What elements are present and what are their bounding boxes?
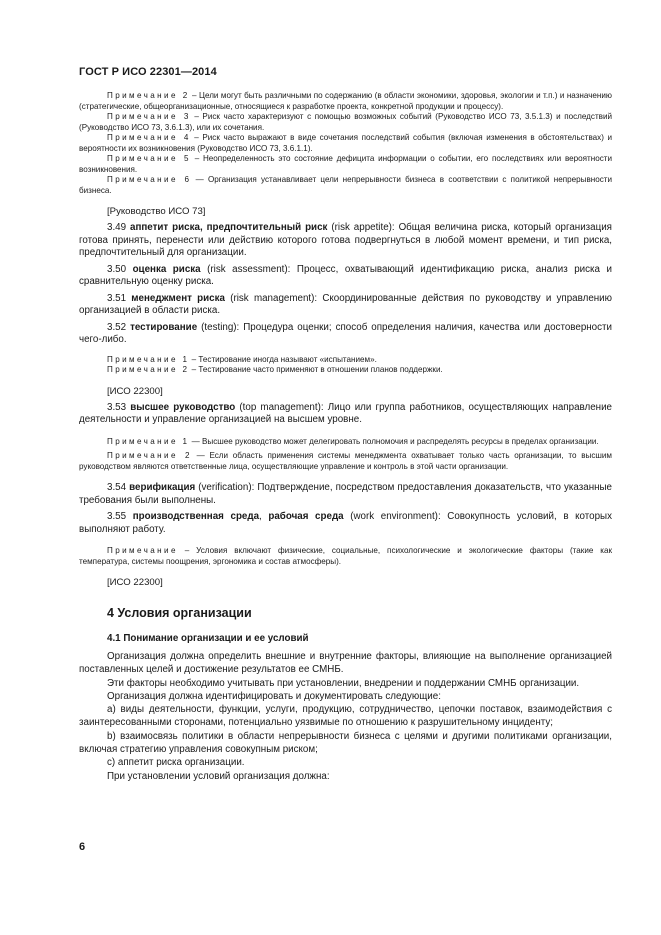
section-title: 4 Условия организации [107,606,252,620]
note-3-53-1: Примечание 1 — Высшее руководство может делегировать полномочия и распределять ресурсы в пределах организации. [107,436,599,446]
source-reference: [ИСО 22300] [107,577,163,588]
source-reference: [Руководство ИСО 73] [107,206,206,217]
paragraph: Эти факторы необходимо учитывать при установлении, внедрении и поддержании СМНБ организации. [107,677,580,689]
source-reference: [ИСО 22300] [107,385,163,397]
term-3-51: 3.51 менеджмент риска (risk management): Скоординированные действия по руководству и управлению организацией в области риска. [79,292,612,316]
note-3-53-2: Примечание 2 — Если область применения системы менеджмента охватывает только часть организации, то высшим руководством являются ответственные лица, осуществляющие управление и контроль в этой части организации. [79,451,613,471]
note-6: Примечание 6 — Организация устанавливает цели непрерывности бизнеса в соответствии с политикой непрерывности бизнеса. [79,175,612,195]
note-2: Примечание 2 – Цели могут быть различными по содержанию (в области экономики, здоровья, экологии и т.п.) и назначению (стратегические, общеорганизационные, относящиеся к разработке проекта, конкретной продукции и процессу). [79,91,612,111]
subsection-title: 4.1 Понимание организации и ее условий [107,633,309,644]
term-3-53: 3.53 высшее руководство (top management): Лицо или группа работников, осуществляющих направление деятельности и управление организацией на высшем уровне. [79,401,612,425]
term-3-49: 3.49 аппетит риска, предпочтительный риск (risk appetite): Общая величина риска, который организация готова принять, перенести или действию которого готова подвергнуться в любой момент времени, и тип риска, предпочтительный для организации. [79,222,612,258]
list-item: a) виды деятельности, функции, услуги, продукцию, сотрудничество, цепочки поставок, взаимодействия с заинтересованными сторонами, потенциально уязвимые по отношению к разрушительному инциденту; [79,704,612,729]
paragraph: При установлении условий организация должна: [107,770,330,782]
note-4: Примечание 4 – Риск часто выражают в виде сочетания последствий события (включая изменения в обстоятельствах) и вероятности их возникновения (Руководство ИСО 73, 3.6.1.1). [79,133,612,153]
note-3-55: Примечание – Условия включают физические, социальные, психологические и экологические факторы (такие как температура, системы поощрения, эргономика и состав атмосферы). [79,546,612,566]
document-header: ГОСТ Р ИСО 22301—2014 [79,66,217,78]
note-3-52-2: Примечание 2 – Тестирование часто применяют в отношении планов поддержки. [107,365,443,374]
page-number: 6 [79,841,86,853]
list-item: b) взаимосвязь политики в области непрерывности бизнеса с целями и другими политиками организации, включая стратегию управления совокупным риском; [79,730,612,756]
term-3-50: 3.50 оценка риска (risk assessment): Процесс, охватывающий идентификацию риска, анализ риска и сравнительную оценку риска. [79,263,612,287]
term-3-55: 3.55 производственная среда, рабочая среда (work environment): Совокупность условий, в которых выполняют работу. [79,511,612,535]
paragraph: Организация должна определить внешние и внутренние факторы, влияющие на выполнение организацией поставленных целей и достижение результатов ее СМНБ. [79,651,612,676]
list-item: c) аппетит риска организации. [107,757,245,769]
term-3-52: 3.52 тестирование (testing): Процедура оценки; способ определения наличия, качества или достоверности чего-либо. [79,321,612,345]
note-3: Примечание 3 – Риск часто характеризуют с помощью возможных событий (Руководство ИСО 73, 3.5.1.3) и последствий (Руководство ИСО 73, 3.6.1.3), или их сочетания. [79,112,613,132]
paragraph: Организация должна идентифицировать и документировать следующие: [107,690,441,702]
term-3-54: 3.54 верификация (verification): Подтверждение, посредством предоставления доказательств, что указанные требования были выполнены. [79,482,613,506]
page-content [79,91,612,783]
note-3-52-1: Примечание 1 – Тестирование иногда называют «испытанием». [107,354,377,364]
note-5: Примечание 5 – Неопределенность это состояние дефицита информации о событии, его последствиях или вероятности возникновения. [79,154,612,174]
